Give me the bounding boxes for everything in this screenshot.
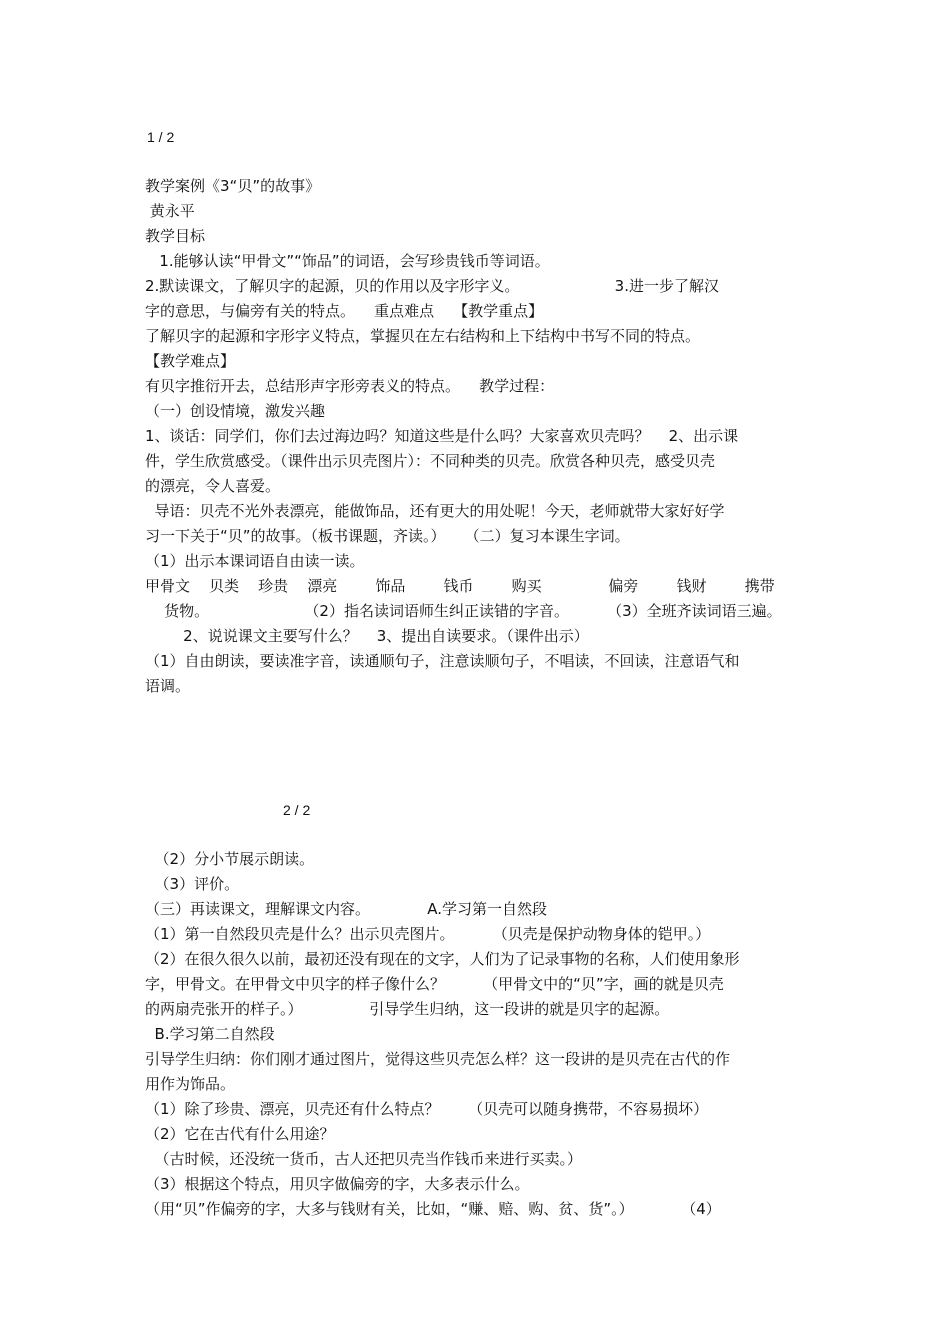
text-line: （1）出示本课词语自由读一读。 — [145, 552, 365, 570]
text-line: 语调。 — [145, 677, 191, 695]
document-title: 教学案例《3“贝”的故事》 — [145, 177, 321, 195]
subsection-heading: B.学习第二自然段 — [145, 1025, 275, 1043]
text-line: 字的意思，与偏旁有关的特点。 重点难点 【教学重点】 — [145, 302, 544, 320]
text-line: （2）在很久很久以前，最初还没有现在的文字，人们为了记录事物的名称，人们使用象形 — [145, 950, 740, 968]
text-line: 2.默读课文，了解贝字的起源，贝的作用以及字形字义。 3.进一步了解汉 — [145, 277, 719, 295]
text-line: （1）除了珍贵、漂亮，贝壳还有什么特点？ （贝壳可以随身携带，不容易损坏） — [145, 1100, 709, 1118]
text-line: 件，学生欣赏感受。（课件出示贝壳图片）：不同种类的贝壳。欣赏各种贝壳，感受贝壳 — [145, 452, 716, 470]
text-line: （用“贝”作偏旁的字，大多与钱财有关，比如，“赚、赔、购、贫、货”。） （4） — [145, 1200, 721, 1218]
text-line: 1、谈话：同学们，你们去过海边吗？知道这些是什么吗？大家喜欢贝壳吗？ 2、出示课 — [145, 427, 739, 445]
text-line: 用作为饰品。 — [145, 1075, 236, 1093]
section-heading: 【教学难点】 — [145, 352, 236, 370]
word-list: 甲骨文 贝类 珍贵 漂亮 饰品 钱币 购买 偏旁 钱财 携带 — [145, 577, 775, 595]
text-line: （1）第一自然段贝壳是什么？出示贝壳图片。 （贝壳是保护动物身体的铠甲。） — [145, 925, 711, 943]
text-line: 导语：贝壳不光外表漂亮，能做饰品，还有更大的用处呢！今天，老师就带大家好好学 — [145, 502, 725, 520]
text-line: 有贝字推衍开去，总结形声字形旁表义的特点。 教学过程： — [145, 377, 555, 395]
text-line: 2、说说课文主要写什么？ 3、提出自读要求。（课件出示） — [145, 627, 589, 645]
text-line: （2）分小节展示朗读。 — [145, 850, 315, 868]
text-line: （3）评价。 — [145, 875, 240, 893]
text-line: 货物。 （2）指名读词语师生纠正读错的字音。 （3）全班齐读词语三遍。 — [145, 602, 782, 620]
text-line: （1）自由朗读，要读准字音，读通顺句子，注意读顺句子，不唱读，不回读，注意语气和 — [145, 652, 740, 670]
page-number-2: 2 / 2 — [283, 802, 311, 818]
text-line: 1.能够认读“甲骨文”“饰品”的词语，会写珍贵钱币等词语。 — [145, 252, 550, 270]
text-line: （3）根据这个特点，用贝字做偏旁的字，大多表示什么。 — [145, 1175, 530, 1193]
text-line: 习一下关于“贝”的故事。（板书课题，齐读。） （二）复习本课生字词。 — [145, 527, 630, 545]
section-heading: 教学目标 — [145, 227, 206, 245]
text-line: （2）它在古代有什么用途？ — [145, 1125, 335, 1143]
text-line: 了解贝字的起源和字形字义特点，掌握贝在左右结构和上下结构中书写不同的特点。 — [145, 327, 701, 345]
author: 黄永平 — [145, 202, 195, 220]
text-line: 的两扇壳张开的样子。） 引导学生归纳，这一段讲的就是贝字的起源。 — [145, 1000, 670, 1018]
text-line: 的漂亮，令人喜爱。 — [145, 477, 281, 495]
text-line: 字，甲骨文。在甲骨文中贝字的样子像什么？ （甲骨文中的“贝”字，画的就是贝壳 — [145, 975, 724, 993]
text-line: 引导学生归纳：你们刚才通过图片，觉得这些贝壳怎么样？这一段讲的是贝壳在古代的作 — [145, 1050, 731, 1068]
page-number-1: 1 / 2 — [147, 129, 175, 145]
text-line: （一）创设情境，激发兴趣 — [145, 402, 326, 420]
text-line: （古时候，还没统一货币，古人还把贝壳当作钱币来进行买卖。） — [145, 1150, 583, 1168]
text-line: （三）再读课文，理解课文内容。 A.学习第一自然段 — [145, 900, 547, 918]
